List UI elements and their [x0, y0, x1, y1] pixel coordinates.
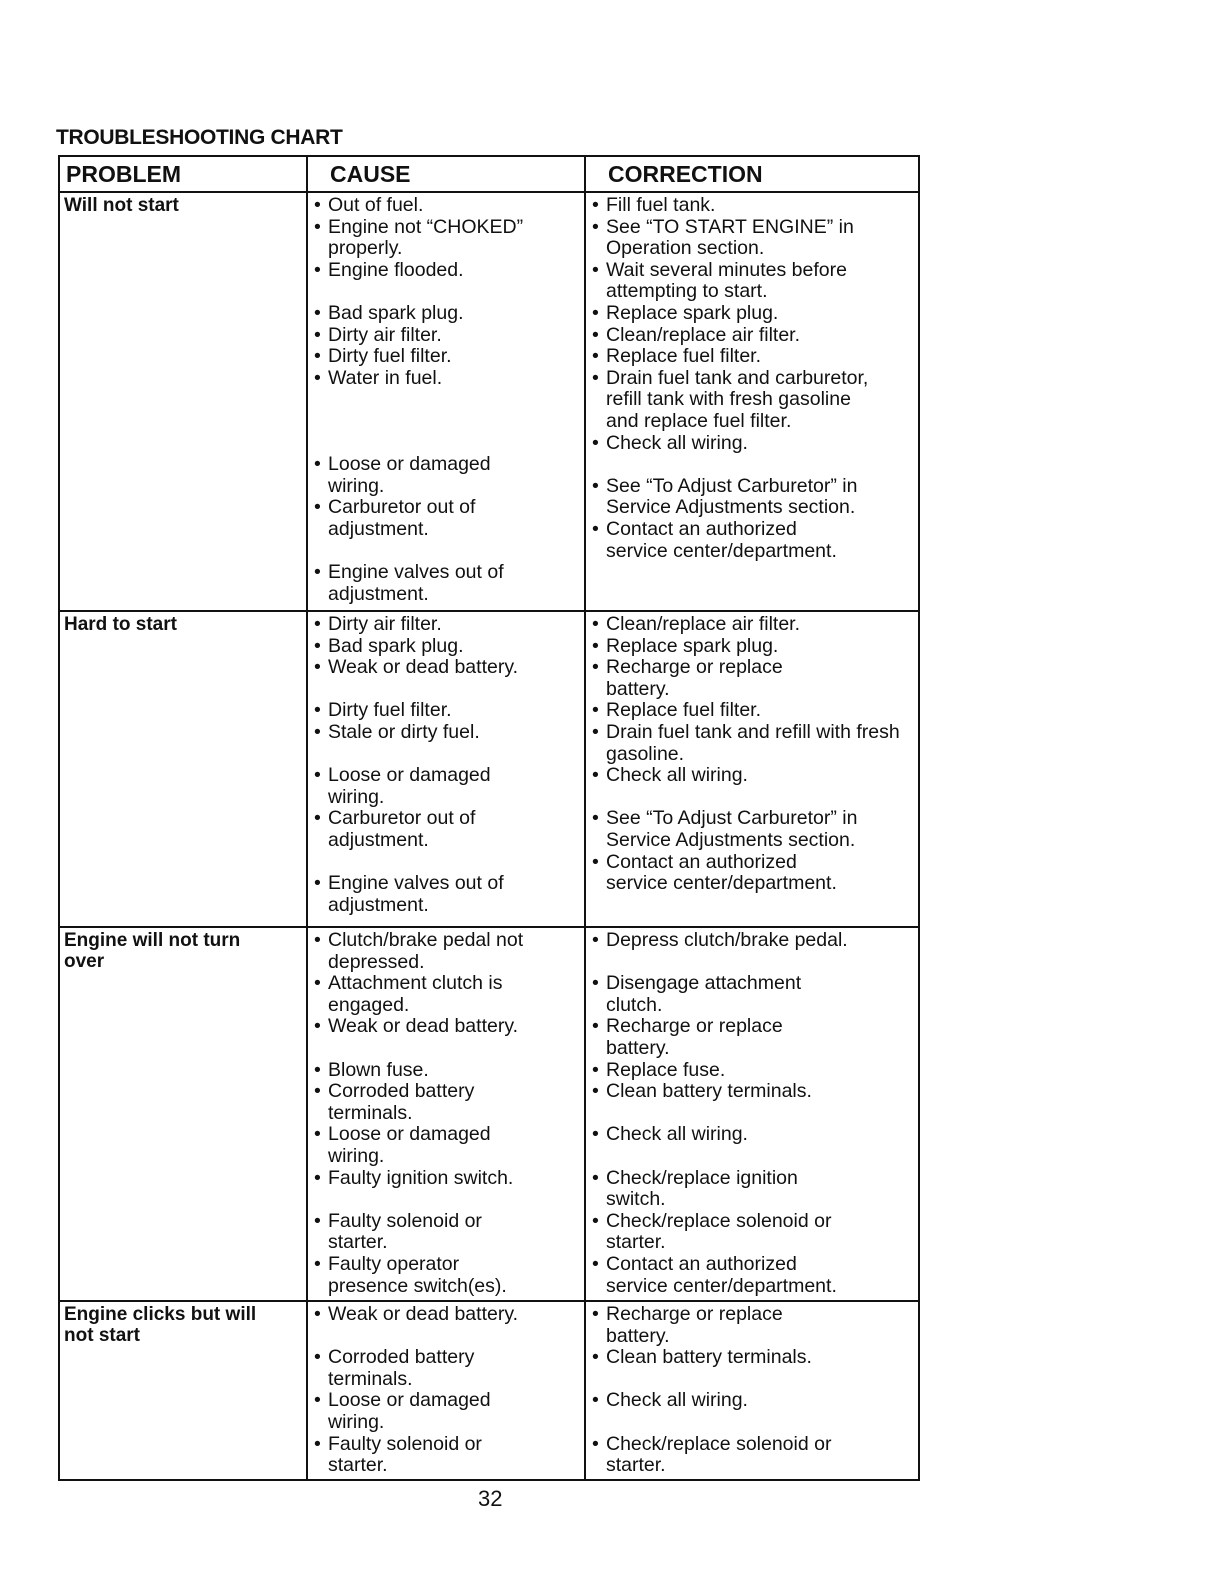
cause-item: • Dirty air filter. [314, 323, 442, 346]
correction-item: • Drain fuel tank and refill with fresh gasoline. [592, 720, 900, 765]
problem-cell: Will not start [59, 192, 307, 611]
cause-item: • Weak or dead battery. [314, 656, 519, 679]
cause-cell [307, 1301, 585, 1480]
cause-item: • Water in fuel. [314, 366, 443, 389]
header-problem: PROBLEM [59, 156, 307, 192]
cause-item: • Faulty solenoid or starter. [314, 1209, 482, 1254]
correction-item: • Wait several minutes before attempting to start. [592, 258, 847, 303]
correction-item: • Contact an authorized service center/department. [592, 1252, 837, 1297]
troubleshooting-table [58, 155, 920, 1481]
cause-item: • Loose or damaged wiring. [314, 453, 491, 497]
cause-item: • Out of fuel. [314, 194, 424, 216]
correction-item: • Clean battery terminals. [592, 1080, 812, 1103]
correction-item: • Disengage attachment clutch. [592, 972, 802, 1016]
problem-cell: Hard to start [59, 611, 307, 927]
correction-item: • Drain fuel tank and carburetor, refill tank with fresh gasoline and replace fuel filter. [592, 366, 869, 432]
correction-item: • Check/replace solenoid or starter. [592, 1209, 832, 1254]
cause-item: • Loose or damaged wiring. [314, 1123, 491, 1167]
header-cause: CAUSE [307, 156, 585, 192]
correction-cell [585, 192, 919, 611]
correction-item: • Check all wiring. [592, 431, 748, 454]
correction-item: • Check all wiring. [592, 764, 748, 787]
cause-item: • Carburetor out of adjustment. [314, 807, 476, 851]
cause-cell [307, 927, 585, 1301]
cause-item: • Weak or dead battery. [314, 1015, 519, 1038]
correction-item: • See “To Adjust Carburetor” in Service Adjustments section. [592, 474, 858, 519]
cause-item: • Faulty operator presence switch(es). [314, 1252, 507, 1297]
correction-item: • See “TO START ENGINE” in Operation section. [592, 215, 854, 260]
correction-item: • Clean/replace air filter. [592, 613, 801, 635]
cause-item: • Engine flooded. [314, 258, 464, 281]
cause-item: • Corroded battery terminals. [314, 1080, 475, 1124]
correction-item: • Replace fuse. [592, 1058, 726, 1081]
cause-item: • Faulty ignition switch. [314, 1166, 514, 1189]
cause-item: • Engine valves out of adjustment. [314, 561, 504, 605]
correction-item: • Replace spark plug. [592, 301, 779, 324]
cause-cell [307, 611, 585, 927]
correction-cell [585, 611, 919, 927]
table-row [59, 1301, 919, 1480]
correction-item: • Replace spark plug. [592, 634, 779, 657]
cause-item: • Dirty fuel filter. [314, 345, 452, 368]
page-number: 32 [478, 1486, 503, 1511]
correction-item: • Check/replace ignition switch. [592, 1166, 798, 1211]
cause-item: • Bad spark plug. [314, 301, 464, 324]
header-row [59, 156, 919, 192]
correction-item: • Replace fuel filter. [592, 345, 762, 368]
cause-item: • Attachment clutch is engaged. [314, 972, 503, 1016]
problem-cell: Engine clicks but will not start [59, 1301, 307, 1480]
table-row [59, 192, 919, 611]
correction-item: • Clean/replace air filter. [592, 323, 801, 346]
correction-item: • Fill fuel tank. [592, 194, 716, 216]
correction-item: • Check all wiring. [592, 1389, 748, 1412]
cause-item: • Weak or dead battery. [314, 1303, 519, 1325]
cause-item: • Faulty solenoid or starter. [314, 1432, 482, 1477]
table-row [59, 927, 919, 1301]
correction-item: • Depress clutch/brake pedal. [592, 929, 848, 951]
cause-item: • Clutch/brake pedal not depressed. [314, 929, 524, 973]
cause-item: • Loose or damaged wiring. [314, 1389, 491, 1433]
correction-item: • Recharge or replace battery. [592, 1015, 783, 1059]
cause-item: • Bad spark plug. [314, 634, 464, 657]
cause-item: • Loose or damaged wiring. [314, 764, 491, 808]
correction-cell [585, 1301, 919, 1480]
header-correction: CORRECTION [585, 156, 919, 192]
cause-item: • Engine valves out of adjustment. [314, 872, 504, 916]
cause-item: • Engine not “CHOKED” properly. [314, 215, 524, 260]
problem-cell: Engine will not turn over [59, 927, 307, 1301]
cause-item: • Corroded battery terminals. [314, 1346, 475, 1390]
correction-item: • Contact an authorized service center/department. [592, 517, 837, 562]
correction-item: • Contact an authorized service center/department. [592, 850, 837, 895]
correction-cell [585, 927, 919, 1301]
cause-cell [307, 192, 585, 611]
cause-item: • Blown fuse. [314, 1058, 429, 1081]
cause-item: • Dirty air filter. [314, 613, 442, 635]
cause-item: • Dirty fuel filter. [314, 699, 452, 722]
correction-item: • Replace fuel filter. [592, 699, 762, 722]
correction-item: • Recharge or replace battery. [592, 1303, 783, 1347]
chart-title: TROUBLESHOOTING CHART [56, 126, 343, 149]
correction-item: • Check all wiring. [592, 1123, 748, 1146]
correction-item: • Clean battery terminals. [592, 1346, 812, 1369]
cause-item: • Stale or dirty fuel. [314, 720, 480, 743]
table-row [59, 611, 919, 927]
correction-item: • Recharge or replace battery. [592, 656, 783, 700]
correction-item: • Check/replace solenoid or starter. [592, 1432, 832, 1477]
correction-item: • See “To Adjust Carburetor” in Service Adjustments section. [592, 807, 858, 851]
cause-item: • Carburetor out of adjustment. [314, 496, 476, 540]
